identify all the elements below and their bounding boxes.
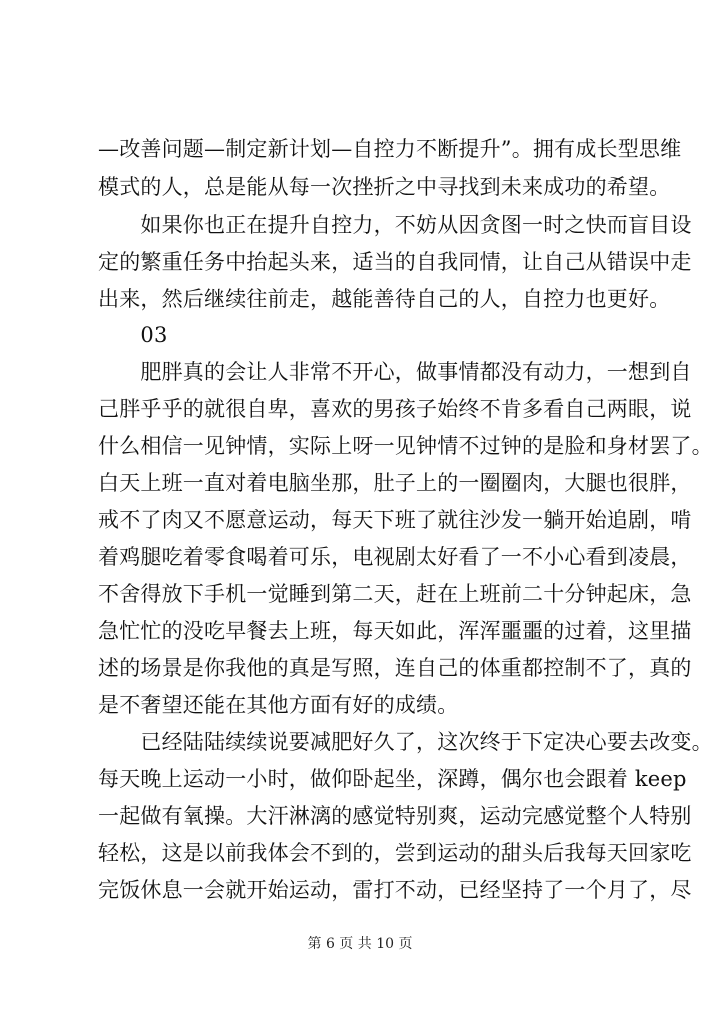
text-line-19: 一起做有氧操。大汗淋漓的感觉特别爽，运动完感觉整个人特别	[98, 804, 692, 828]
text-line-8: 己胖乎乎的就很自卑，喜欢的男孩子始终不肯多看自己两眼，说	[98, 397, 692, 421]
text-line-21: 完饭休息一会就开始运动，雷打不动，已经坚持了一个月了，尽	[98, 878, 692, 902]
text-line-20: 轻松，这是以前我体会不到的，尝到运动的甜头后我每天回家吃	[98, 841, 692, 865]
section-heading: 03	[98, 323, 168, 347]
text-line-15: 述的场景是你我他的真是写照，连自己的体重都控制不了，真的	[98, 656, 692, 680]
text-line-17: 已经陆陆续续说要减肥好久了，这次终于下定决心要去改变。	[98, 730, 713, 754]
text-line-10: 白天上班一直对着电脑坐那，肚子上的一圈圈肉，大腿也很胖，	[98, 471, 692, 495]
page-number-footer: 第 6 页 共 10 页	[307, 936, 413, 952]
text-line-9: 什么相信一见钟情，实际上呀一见钟情不过钟的是脸和身材罢了。	[98, 434, 713, 458]
text-line-1: —改善问题—制定新计划—自控力不断提升”。拥有成长型思维	[98, 137, 682, 161]
text-line-3: 如果你也正在提升自控力，不妨从因贪图一时之快而盲目设	[98, 213, 692, 237]
text-line-11: 戒不了肉又不愿意运动，每天下班了就往沙发一躺开始追剧，啃	[98, 508, 692, 532]
text-line-4: 定的繁重任务中抬起头来，适当的自我同情，让自己从错误中走	[98, 250, 692, 274]
text-line-18: 每天晚上运动一小时，做仰卧起坐，深蹲，偶尔也会跟着 keep	[98, 767, 687, 791]
text-line-12: 着鸡腿吃着零食喝着可乐，电视剧太好看了一不小心看到凌晨，	[98, 545, 692, 569]
text-line-14: 急忙忙的没吃早餐去上班，每天如此，浑浑噩噩的过着，这里描	[98, 619, 692, 643]
text-line-7: 肥胖真的会让人非常不开心，做事情都没有动力，一想到自	[98, 360, 692, 384]
text-line-2: 模式的人，总是能从每一次挫折之中寻找到未来成功的希望。	[98, 175, 671, 199]
text-line-16: 是不奢望还能在其他方面有好的成绩。	[98, 693, 459, 717]
text-line-5: 出来，然后继续往前走，越能善待自己的人，自控力也更好。	[98, 287, 671, 311]
text-line-13: 不舍得放下手机一觉睡到第二天，赶在上班前二十分钟起床，急	[98, 582, 692, 606]
